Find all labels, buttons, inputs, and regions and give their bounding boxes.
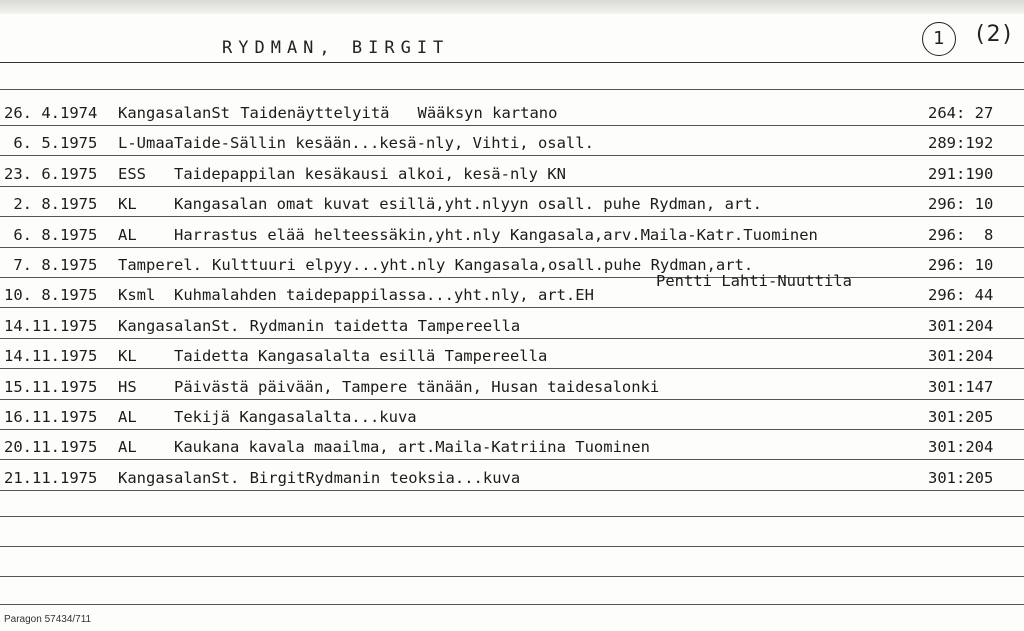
entry-text: BirgitRydmanin teoksia...kuva — [249, 469, 521, 487]
entry-date: 23. 6.1975 — [4, 165, 98, 183]
entry-date: 14.11.1975 — [4, 347, 98, 365]
entry-text: Tekijä Kangasalalta...kuva — [174, 408, 417, 426]
card-number-paren: (2) — [976, 22, 1014, 47]
entry-source: KangasalanSt. — [118, 469, 240, 487]
entry-text: Taidepappilan kesäkausi alkoi, kesä-nly KN — [174, 165, 566, 183]
ruled-line — [0, 546, 1024, 547]
entry-text: Taidenäyttelyitä Wääksyn kartano — [240, 104, 558, 122]
entry-text: Päivästä päivään, Tampere tänään, Husan taidesalonki — [174, 378, 660, 396]
entry-source: KangasalanSt. — [118, 317, 240, 335]
entry-reference: 264: 27 — [928, 104, 994, 122]
entry-row — [0, 430, 1024, 460]
entry-date: 2. 8.1975 — [4, 195, 98, 213]
entry-text: Harrastus elää helteessäkin,yht.nly Kangasala,arv.Maila-Katr.Tuominen — [174, 226, 818, 244]
entry-date: 21.11.1975 — [4, 469, 98, 487]
entry-row — [0, 339, 1024, 369]
entry-source: AL — [118, 408, 137, 426]
entry-date: 6. 5.1975 — [4, 134, 98, 152]
entry-reference: 296: 10 — [928, 195, 994, 213]
entry-date: 7. 8.1975 — [4, 256, 98, 274]
ruled-line — [0, 155, 1024, 156]
entry-source: AL — [118, 226, 137, 244]
entry-row — [0, 126, 1024, 156]
entry-row — [0, 187, 1024, 217]
entry-row — [0, 400, 1024, 430]
ruled-line — [0, 368, 1024, 369]
entry-date: 6. 8.1975 — [4, 226, 98, 244]
entry-row — [0, 278, 1024, 308]
entry-reference: 301:204 — [928, 438, 994, 456]
entry-text: Kangasalan omat kuvat esillä,yht.nlyyn osall. puhe Rydman, art. — [174, 195, 762, 213]
entry-source: AL — [118, 438, 137, 456]
entry-date: 26. 4.1974 — [4, 104, 98, 122]
card-top-edge — [0, 0, 1024, 14]
entry-row — [0, 370, 1024, 400]
entry-row — [0, 157, 1024, 187]
entry-row — [0, 309, 1024, 339]
entry-source: Tamperel. — [118, 256, 202, 274]
entry-source: KL — [118, 347, 137, 365]
entry-reference: 296: 10 — [928, 256, 994, 274]
entry-reference: 301:147 — [928, 378, 994, 396]
entry-source: KL — [118, 195, 137, 213]
entry-text: Rydmanin taidetta Tampereella — [249, 317, 521, 335]
entry-date: 20.11.1975 — [4, 438, 98, 456]
entry-reference: 289:192 — [928, 134, 994, 152]
entry-row — [0, 218, 1024, 248]
entry-reference: 291:190 — [928, 165, 994, 183]
ruled-line — [0, 216, 1024, 217]
entry-source: HS — [118, 378, 137, 396]
entry-date: 14.11.1975 — [4, 317, 98, 335]
entry-reference: 301:204 — [928, 347, 994, 365]
entry-text: Kuhmalahden taidepappilassa...yht.nly, art.EH — [174, 286, 594, 304]
card-number-circled: 1 — [922, 22, 956, 56]
ruled-line — [0, 307, 1024, 308]
entry-row — [0, 248, 1024, 278]
entry-source: L-Umaa — [118, 134, 174, 152]
card-title-name: RYDMAN, BIRGIT — [222, 38, 450, 58]
superscript-note: Pentti Lahti-Nuuttila — [656, 272, 852, 290]
ruled-line — [0, 516, 1024, 517]
ruled-line — [0, 459, 1024, 460]
entry-source: Ksml — [118, 286, 156, 304]
entry-text: Kaukana kavala maailma, art.Maila-Katriina Tuominen — [174, 438, 650, 456]
entry-text: Kulttuuri elpyy...yht.nly Kangasala,osall.puhe Rydman,art. — [212, 256, 754, 274]
card-footer: Paragon 57434/711 — [4, 614, 92, 625]
entry-source: KangasalanSt — [118, 104, 230, 122]
entry-row — [0, 461, 1024, 491]
entry-reference: 296: 8 — [928, 226, 994, 244]
entry-text: Taidetta Kangasalalta esillä Tampereella — [174, 347, 548, 365]
ruled-line — [0, 576, 1024, 577]
ruled-line — [0, 89, 1024, 90]
entry-text: Taide-Sällin kesään...kesä-nly, Vihti, osall. — [174, 134, 594, 152]
entry-source: ESS — [118, 165, 146, 183]
entry-date: 15.11.1975 — [4, 378, 98, 396]
entry-reference: 301:205 — [928, 408, 994, 426]
entry-date: 16.11.1975 — [4, 408, 98, 426]
entry-reference: 296: 44 — [928, 286, 994, 304]
ruled-line — [0, 604, 1024, 605]
ruled-line — [0, 490, 1024, 491]
entry-reference: 301:204 — [928, 317, 994, 335]
entry-reference: 301:205 — [928, 469, 994, 487]
entry-date: 10. 8.1975 — [4, 286, 98, 304]
entry-row — [0, 96, 1024, 126]
title-rule — [0, 62, 1024, 63]
